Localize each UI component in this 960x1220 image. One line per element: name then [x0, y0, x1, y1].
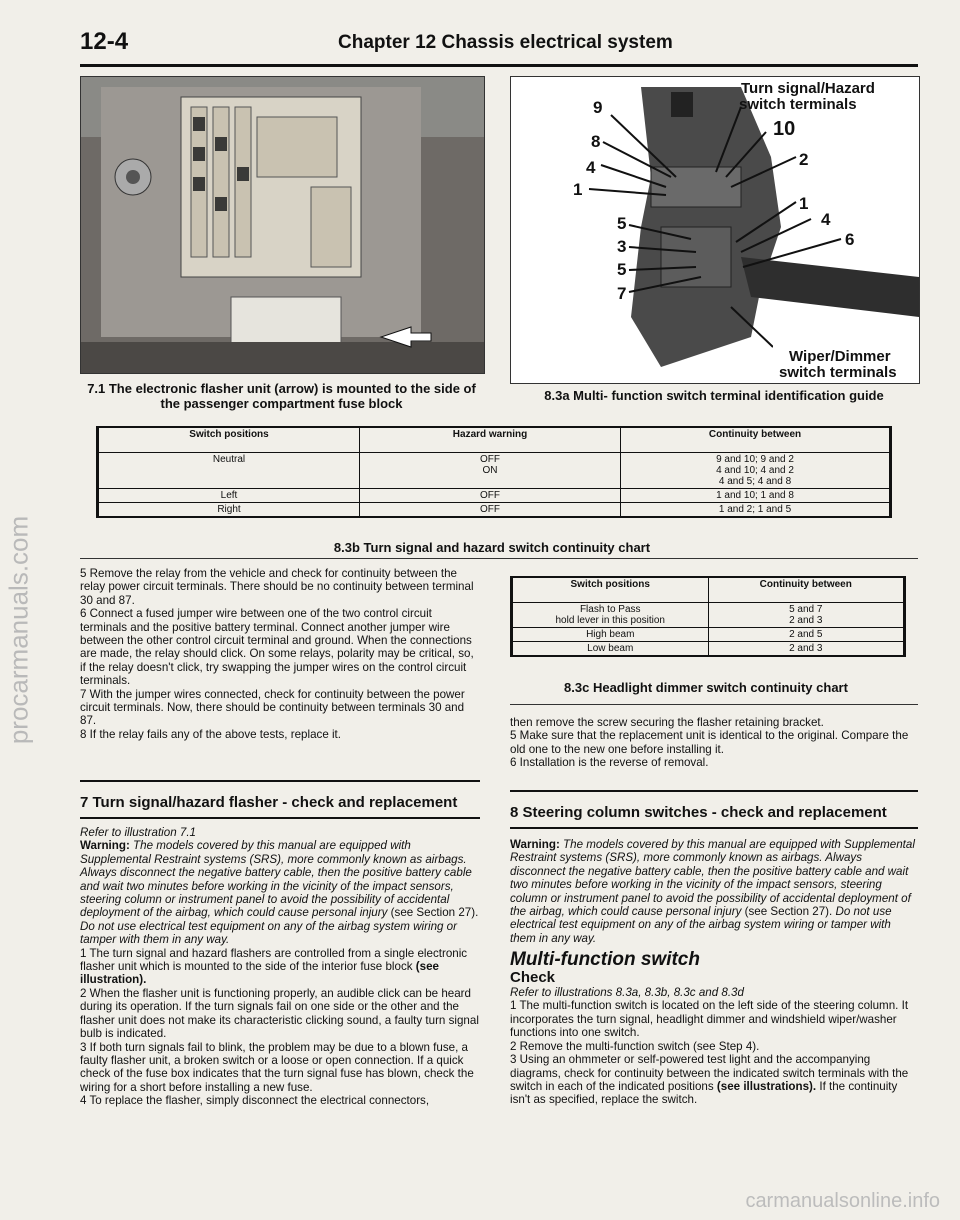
- warning-paragraph: Warning: The models covered by this manual are equipped with Supplemental Restraint systems (SRS), more commonly known as airbags. Always disconnect the negative battery cable, then the positive battery cable and wait two minutes before working in the vicinity of the impact sensors, steering column or instrument panel to avoid the possibility of accidental deployment of the airbag, which could cause personal injury (see Section 27). Do not use electrical test equipment on any of the airbag system wiring or tamper with them in any way.: [510, 838, 915, 945]
- section-rule: [510, 790, 918, 792]
- table-cell: Flash to Pass hold lever in this position: [513, 603, 709, 628]
- wiper-label: Wiper/Dimmer: [789, 348, 891, 365]
- step-paragraph: 3 Using an ohmmeter or self-powered test light and the accompanying diagrams, check for continuity between the indicated switch terminals with the switch in each of the indicated positions (see illustrations). If the continuity isn't as specified, replace the switch.: [510, 1053, 909, 1107]
- fuse-block-image: [81, 77, 484, 373]
- terminal-number: 1: [799, 194, 809, 213]
- wiper-label: switch terminals: [779, 364, 897, 381]
- divider: [510, 704, 918, 705]
- paragraph: 8 If the relay fails any of the above tests, replace it.: [80, 727, 342, 741]
- table-cell: Low beam: [513, 642, 709, 656]
- multi-function-subhead: Multi-function switch: [510, 949, 700, 971]
- turn-signal-label: Turn signal/Hazard: [741, 80, 875, 97]
- table-header: Continuity between: [621, 428, 890, 453]
- terminal-number: 5: [617, 214, 627, 233]
- terminal-number: 1: [573, 180, 583, 199]
- headlight-continuity-chart: [510, 576, 906, 657]
- switch-terminal-diagram: [511, 77, 919, 383]
- terminal-number: 7: [617, 284, 627, 303]
- paragraph: 6 Connect a fused jumper wire between one of the two control circuit terminals and the positive battery terminal. Connect another jumper wire between the other control circuit terminal and ground. When the connections are made, the relay should click. On some relays, polarity may be critical, so, if the relay doesn't click, try swapping the jumper wires on the control circuit terminals.: [80, 607, 474, 688]
- table-header: Continuity between: [708, 578, 904, 603]
- warning-paragraph: Warning: The models covered by this manual are equipped with Supplemental Restraint systems (SRS), more commonly known as airbags. Always disconnect the negative battery cable, then the positive battery cable and wait two minutes before working in the vicinity of the impact sensors, steering column or instrument panel to avoid the possibility of accidental deployment of the airbag, which could cause personal injury (see Section 27). Do not use electrical test equipment on any of the airbag system wiring or tamper with them in any way.: [80, 839, 479, 947]
- turn-signal-continuity-chart: [96, 426, 892, 518]
- section-rule: [80, 780, 480, 782]
- table-row: [99, 489, 890, 503]
- table-row: [99, 453, 890, 489]
- terminal-number: 2: [799, 150, 809, 169]
- step-paragraph: 4 To replace the flasher, simply disconnect the electrical connectors,: [80, 1094, 430, 1108]
- side-watermark: procarmanuals.com: [3, 515, 34, 745]
- divider: [80, 558, 918, 559]
- step-paragraph: 1 The multi-function switch is located on the left side of the steering column. It incorporates the turn signal, headlight dimmer and windshield wiper/washer functions into one switch.: [510, 999, 909, 1040]
- terminal-number: 4: [586, 158, 596, 177]
- paragraph: 6 Installation is the reverse of removal.: [510, 756, 709, 770]
- table-cell: 9 and 10; 9 and 2 4 and 10; 4 and 2 4 and 5; 4 and 8: [621, 453, 890, 489]
- terminal-number: 10: [773, 118, 796, 140]
- terminal-number: 3: [617, 237, 627, 256]
- figure-8-3b-caption: 8.3b Turn signal and hazard switch continuity chart: [333, 540, 651, 555]
- fuse-block-photo: [80, 76, 485, 374]
- table-cell: OFF: [360, 489, 621, 503]
- section-8-body: [510, 838, 918, 1107]
- page-number: 12-4: [80, 28, 129, 55]
- table-row: [99, 503, 890, 517]
- caption-line: the passenger compartment fuse block: [160, 396, 403, 411]
- check-subhead: Check: [510, 968, 556, 986]
- section-8-title: 8 Steering column switches - check and replacement: [510, 804, 887, 821]
- table-cell: High beam: [513, 628, 709, 642]
- refer-text: Refer to illustration 7.1: [80, 826, 196, 839]
- bottom-watermark: carmanualsonline.info: [745, 1190, 940, 1212]
- paragraph: 5 Remove the relay from the vehicle and check for continuity between the relay power circuit terminals. There should be no continuity between terminal 30 and 87.: [80, 567, 474, 607]
- refer-text: Refer to illustrations 8.3a, 8.3b, 8.3c and 8.3d: [510, 986, 744, 1000]
- figure-7-1-caption: [80, 381, 483, 411]
- step-paragraph: 2 Remove the multi-function switch (see Step 4).: [510, 1039, 760, 1053]
- table-row: [513, 642, 904, 656]
- table-header: Hazard warning: [360, 428, 621, 453]
- table-row: [513, 603, 904, 628]
- figure-8-3a-caption: 8.3a Multi- function switch terminal identification guide: [544, 388, 884, 403]
- section-rule: [510, 827, 918, 829]
- figure-8-3c-caption: 8.3c Headlight dimmer switch continuity chart: [564, 680, 848, 695]
- section-7-title: 7 Turn signal/hazard flasher - check and replacement: [80, 794, 458, 811]
- chapter-title: Chapter 12 Chassis electrical system: [338, 32, 673, 53]
- table-header: Switch positions: [99, 428, 360, 453]
- table-cell: Neutral: [99, 453, 360, 489]
- table-cell: Left: [99, 489, 360, 503]
- step-paragraph: 1 The turn signal and hazard flashers are controlled from a single electronic flasher unit which is mounted to the side of the interior fuse block (see illustration).: [80, 946, 468, 987]
- step-paragraph: 2 When the flasher unit is functioning properly, an audible click can be heard during its operation. If the turn signals fail on one side or the other and the flasher unit does not make its characteristic clicking sound, a faulty turn signal bulb is indicated.: [80, 986, 479, 1041]
- paragraph: 7 With the jumper wires connected, check for continuity between the power circuit terminals. Now, there should be continuity between terminals 30 and 87.: [80, 687, 465, 728]
- terminal-number: 6: [845, 230, 855, 249]
- table-row: [513, 628, 904, 642]
- terminal-number: 5: [617, 260, 627, 279]
- paragraph: 5 Make sure that the replacement unit is identical to the original. Compare the old one to the new one before installing it.: [510, 729, 909, 756]
- header-rule: [80, 64, 918, 67]
- table-cell: 1 and 2; 1 and 5: [621, 503, 890, 517]
- paragraph: then remove the screw securing the flasher retaining bracket.: [510, 716, 824, 729]
- table-cell: Right: [99, 503, 360, 517]
- table-cell: 5 and 7 2 and 3: [708, 603, 904, 628]
- table-cell: 2 and 3: [708, 642, 904, 656]
- table-cell: 2 and 5: [708, 628, 904, 642]
- continuity-table: [98, 428, 890, 516]
- multi-function-switch-photo: [510, 76, 920, 384]
- table-header: Switch positions: [513, 578, 709, 603]
- step-paragraph: 3 If both turn signals fail to blink, the problem may be due to a blown fuse, a faulty flasher unit, a broken switch or a loose or open connection. If a quick check of the fuse box indicates that the turn signal fuse has blown, check the wiring for a short before installing a new fuse.: [80, 1040, 474, 1094]
- left-intro-text: [80, 567, 480, 741]
- section-rule: [80, 817, 480, 819]
- right-intro-text: [510, 716, 918, 770]
- turn-signal-label: switch terminals: [739, 96, 857, 113]
- table-cell: OFF: [360, 503, 621, 517]
- table-cell: OFF ON: [360, 453, 621, 489]
- terminal-number: 9: [593, 98, 603, 117]
- table-cell: 1 and 10; 1 and 8: [621, 489, 890, 503]
- terminal-number: 8: [591, 132, 601, 151]
- terminal-number: 4: [821, 210, 831, 229]
- caption-line: 7.1 The electronic flasher unit (arrow) is mounted to the side of: [87, 381, 476, 396]
- continuity-table: [512, 578, 904, 655]
- section-7-body: [80, 826, 480, 1108]
